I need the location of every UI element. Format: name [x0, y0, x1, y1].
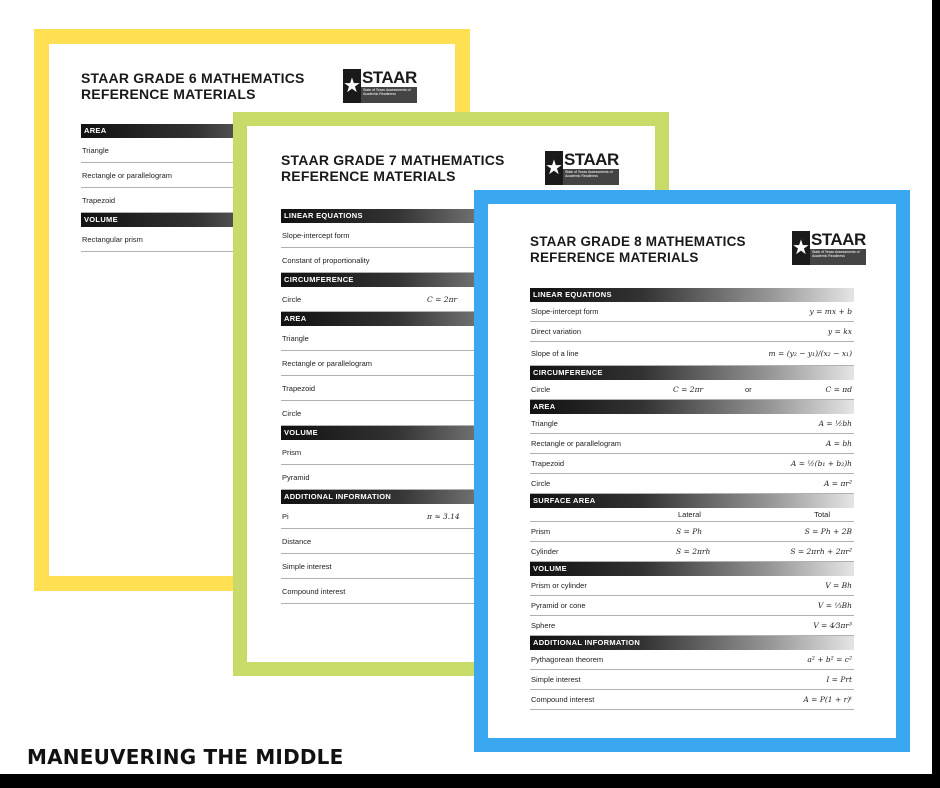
star-icon: ★	[792, 231, 810, 265]
total-column-header: Total	[814, 510, 830, 519]
row-formula: S = 2πrh + 2πr²	[790, 547, 852, 556]
row-label: Rectangle or parallelogram	[82, 170, 173, 180]
row-label: Simple interest	[531, 675, 581, 684]
grade8-rows	[530, 288, 854, 710]
row-label: Constant of proportionality	[282, 255, 370, 265]
section-header: LINEAR EQUATIONS	[281, 209, 611, 223]
section-header: AREA	[530, 400, 854, 414]
row-formula: S = Ph + 2B	[804, 527, 852, 536]
star-icon: ★	[545, 151, 563, 185]
row-formula: y = mx + b	[809, 307, 852, 316]
row-label: Prism	[282, 447, 302, 457]
row-formula: A = ½(b₁ + b₂)h	[790, 459, 852, 468]
grade8-title: STAAR GRADE 8 MATHEMATICS REFERENCE MATERIALS	[530, 234, 746, 265]
lateral-column-header: Lateral	[678, 510, 701, 519]
row-formula: a² + b² = c²	[807, 655, 852, 664]
logo-subtitle: State of Texas Assessments of Academic Readiness	[563, 169, 619, 185]
row-label: Rectangle or parallelogram	[282, 358, 373, 368]
row-label: Trapezoid	[282, 383, 316, 393]
table-row	[530, 522, 854, 542]
table-row	[530, 542, 854, 562]
grade6-title: STAAR GRADE 6 MATHEMATICS REFERENCE MATERIALS	[81, 70, 305, 102]
row-label: Trapezoid	[82, 195, 116, 205]
row-label: Circle	[282, 408, 302, 418]
row-label: Simple interest	[282, 561, 332, 571]
column-header-row	[530, 508, 854, 522]
row-label: Circle	[531, 479, 551, 488]
table-row	[530, 576, 854, 596]
section-header: ADDITIONAL INFORMATION	[281, 490, 611, 504]
row-label: Pi	[282, 511, 289, 521]
row-label: Slope-intercept form	[282, 230, 350, 240]
section-header: AREA	[81, 124, 411, 138]
row-formula-a: C = 2πr	[673, 385, 704, 394]
table-row	[530, 616, 854, 636]
row-formula: C = πd	[825, 385, 852, 394]
row-label: Prism	[531, 527, 551, 536]
row-formula: C = 2πr	[427, 294, 458, 304]
row-or: or	[745, 385, 752, 394]
row-label: Circle	[531, 385, 551, 394]
brand-wordmark: MANEUVERING THE MIDDLE	[27, 745, 344, 769]
row-label: Direct variation	[531, 327, 582, 336]
row-label: Compound interest	[282, 586, 346, 596]
section-header: VOLUME	[81, 213, 411, 227]
row-label: Rectangular prism	[82, 234, 143, 244]
row-formula: A = bh	[825, 439, 852, 448]
section-header: CIRCUMFERENCE	[281, 273, 611, 287]
staar-logo	[792, 230, 866, 269]
row-label: Triangle	[531, 419, 558, 428]
section-header: VOLUME	[530, 562, 854, 576]
row-label: Pyramid	[282, 472, 310, 482]
row-formula: y = kx	[827, 327, 852, 336]
logo-word: STAAR	[810, 230, 866, 249]
row-label: Triangle	[282, 333, 309, 343]
row-label: Pythagorean theorem	[531, 655, 604, 664]
table-row	[530, 434, 854, 454]
row-label: Cylinder	[531, 547, 559, 556]
section-header: CIRCUMFERENCE	[530, 366, 854, 380]
row-formula: I = Prt	[826, 675, 852, 684]
row-formula: V = 4⁄3πr³	[813, 621, 852, 630]
staar-logo	[343, 68, 417, 107]
table-row	[530, 690, 854, 710]
frame-bottom-edge	[0, 774, 940, 788]
section-header: LINEAR EQUATIONS	[530, 288, 854, 302]
logo-subtitle: State of Texas Assessments of Academic Readiness	[361, 87, 417, 103]
row-formula: A = ½bh	[818, 419, 852, 428]
table-row	[530, 670, 854, 690]
table-row	[530, 380, 854, 400]
table-row	[530, 414, 854, 434]
grade8-reference-sheet	[474, 190, 910, 752]
grade7-title: STAAR GRADE 7 MATHEMATICS REFERENCE MATERIALS	[281, 152, 505, 184]
logo-word: STAAR	[563, 150, 619, 169]
section-header: AREA	[281, 312, 611, 326]
section-header: ADDITIONAL INFORMATION	[530, 636, 854, 650]
row-label: Rectangle or parallelogram	[531, 439, 622, 448]
table-row	[530, 474, 854, 494]
row-label: Trapezoid	[531, 459, 565, 468]
row-label: Distance	[282, 536, 312, 546]
row-formula: V = Bh	[825, 581, 852, 590]
section-header: VOLUME	[281, 426, 611, 440]
table-row	[530, 322, 854, 342]
table-row	[530, 650, 854, 670]
frame-right-edge	[932, 0, 940, 788]
table-row	[530, 596, 854, 616]
row-formula: A = πr²	[824, 479, 852, 488]
row-label: Triangle	[82, 145, 109, 155]
row-lateral-formula: S = Ph	[676, 527, 703, 536]
table-row	[530, 454, 854, 474]
star-icon: ★	[343, 69, 361, 103]
row-label: Prism or cylinder	[531, 581, 587, 590]
row-formula: π ≈ 3.14	[427, 511, 460, 521]
row-label: Slope of a line	[531, 349, 579, 358]
row-formula: V = ⅓Bh	[817, 601, 852, 610]
row-formula: m = (y₂ − y₁)/(x₂ − x₁)	[768, 349, 852, 358]
row-label: Circle	[282, 294, 302, 304]
staar-logo	[545, 150, 619, 189]
row-lateral-formula: S = 2πrh	[676, 547, 711, 556]
row-formula: A = P(1 + r)ᵗ	[803, 695, 852, 704]
row-label: Pyramid or cone	[531, 601, 586, 610]
section-header: SURFACE AREA	[530, 494, 854, 508]
row-label: Sphere	[531, 621, 556, 630]
table-row	[530, 342, 854, 366]
table-row	[530, 302, 854, 322]
logo-subtitle: State of Texas Assessments of Academic Readiness	[810, 249, 866, 265]
logo-word: STAAR	[361, 68, 417, 87]
row-label: Slope-intercept form	[531, 307, 599, 316]
row-label: Compound interest	[531, 695, 595, 704]
